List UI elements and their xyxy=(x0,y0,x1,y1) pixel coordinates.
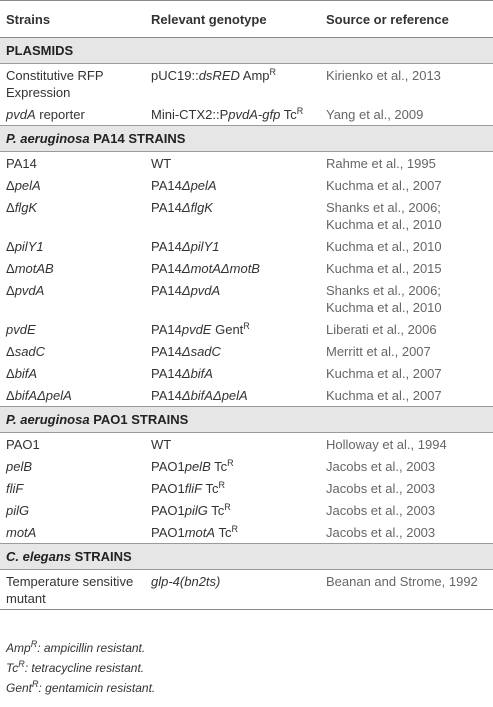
reference-text: Jacobs et al., 2003 xyxy=(326,459,436,474)
reference-cell xyxy=(320,362,493,384)
section-label xyxy=(0,38,493,64)
strain-cell xyxy=(0,455,145,477)
reference-cell xyxy=(320,103,493,126)
genotype-cell xyxy=(145,433,320,456)
genotype-gene: ΔsadC xyxy=(181,344,221,359)
strain-cell xyxy=(0,384,145,407)
genotype-gene: pilG xyxy=(184,503,208,518)
genotype-marker: Tc xyxy=(207,503,225,518)
delta-symbol: Δ xyxy=(6,344,15,359)
section-title: PA14 STRAINS xyxy=(89,131,186,146)
reference-text: Kuchma et al., 2010 xyxy=(326,239,442,254)
section-label xyxy=(0,407,493,433)
strain-gene: flgK xyxy=(14,200,38,215)
strain-cell xyxy=(0,340,145,362)
reference-text: Kuchma et al., 2007 xyxy=(326,366,442,381)
footnote xyxy=(6,678,155,698)
genotype-cell xyxy=(145,340,320,362)
section-title: PAO1 STRAINS xyxy=(89,412,189,427)
resistance-superscript: R xyxy=(231,524,238,534)
genotype-cell xyxy=(145,455,320,477)
genotype-cell xyxy=(145,521,320,544)
reference-text: Rahme et al., 1995 xyxy=(326,156,436,171)
table-row xyxy=(0,64,493,104)
genotype-text: PA14 xyxy=(151,322,182,337)
genotype-marker: Tc xyxy=(215,525,232,540)
genotype-text: PA14 xyxy=(151,344,182,359)
footnote-term: Tc xyxy=(6,661,19,675)
genotype-cell xyxy=(145,318,320,340)
genotype-gene: ΔpilY1 xyxy=(181,239,220,254)
reference-cell xyxy=(320,499,493,521)
reference-cell xyxy=(320,257,493,279)
genotype-cell xyxy=(145,196,320,235)
reference-text: Kuchma et al., 2010 xyxy=(326,300,442,315)
strain-cell xyxy=(0,279,145,318)
header-genotype: Relevant genotype xyxy=(145,1,320,38)
genotype-cell xyxy=(145,152,320,175)
strain-cell xyxy=(0,362,145,384)
reference-cell xyxy=(320,64,493,104)
genotype-text: PAO1 xyxy=(151,503,185,518)
genotype-text: PA14 xyxy=(151,178,182,193)
genotype-cell xyxy=(145,174,320,196)
strain-gene: motAB xyxy=(14,261,54,276)
reference-cell xyxy=(320,340,493,362)
resistance-superscript: R xyxy=(296,106,304,116)
genotype-cell xyxy=(145,570,320,610)
strain-gene: motA xyxy=(6,525,37,540)
section-label xyxy=(0,126,493,152)
table-footnotes xyxy=(6,638,155,698)
table-row xyxy=(0,433,493,456)
genotype-marker: Gent xyxy=(211,322,244,337)
reference-cell xyxy=(320,521,493,544)
table-row xyxy=(0,362,493,384)
table-row xyxy=(0,103,493,126)
strain-cell xyxy=(0,235,145,257)
strain-text: PA14 xyxy=(6,156,37,171)
genotype-cell xyxy=(145,103,320,126)
section-species: C. elegans xyxy=(6,549,72,564)
genotype-text: PA14 xyxy=(151,388,182,403)
genotype-cell xyxy=(145,362,320,384)
genotype-text: PAO1 xyxy=(151,459,185,474)
genotype-text: PA14 xyxy=(151,366,182,381)
table-row xyxy=(0,499,493,521)
reference-text: Jacobs et al., 2003 xyxy=(326,503,436,518)
genotype-text: PA14 xyxy=(151,239,182,254)
resistance-superscript: R xyxy=(227,458,234,468)
strain-cell xyxy=(0,103,145,126)
genotype-gene: ΔpvdA xyxy=(181,283,221,298)
strain-gene: fliF xyxy=(6,481,24,496)
strain-gene: bifAΔpelA xyxy=(14,388,72,403)
table-row xyxy=(0,318,493,340)
footnote-text: : tetracycline resistant. xyxy=(24,661,145,675)
table-row xyxy=(0,340,493,362)
genotype-text: Mini-CTX2::P xyxy=(151,107,229,122)
reference-cell xyxy=(320,384,493,407)
strain-text: Temperature sensitive xyxy=(6,574,134,589)
strain-text: Constitutive RFP xyxy=(6,68,104,83)
strain-cell xyxy=(0,521,145,544)
section-row-pa14 xyxy=(0,126,493,152)
genotype-cell xyxy=(145,279,320,318)
genotype-cell xyxy=(145,499,320,521)
strain-cell xyxy=(0,257,145,279)
reference-cell xyxy=(320,152,493,175)
strain-text: reporter xyxy=(35,107,85,122)
reference-cell xyxy=(320,196,493,235)
footnote-text: : ampicillin resistant. xyxy=(37,641,146,655)
genotype-text: PA14 xyxy=(151,261,182,276)
genotype-text: WT xyxy=(151,437,172,452)
resistance-superscript: R xyxy=(243,321,250,331)
genotype-text: pUC19:: xyxy=(151,68,199,83)
strain-gene: pvdE xyxy=(6,322,36,337)
strain-gene: pilG xyxy=(6,503,30,518)
genotype-text: WT xyxy=(151,156,172,171)
genotype-text: PAO1 xyxy=(151,481,185,496)
resistance-superscript: R xyxy=(269,67,277,77)
section-row-celegans xyxy=(0,544,493,570)
strain-gene: pelA xyxy=(14,178,41,193)
strain-cell xyxy=(0,64,145,104)
reference-cell xyxy=(320,235,493,257)
resistance-superscript: R xyxy=(30,639,38,649)
reference-cell xyxy=(320,455,493,477)
delta-symbol: Δ xyxy=(6,283,15,298)
table-row xyxy=(0,257,493,279)
footnote xyxy=(6,658,155,678)
reference-text: Shanks et al., 2006; xyxy=(326,283,441,298)
reference-text: Yang et al., 2009 xyxy=(326,107,424,122)
genotype-cell xyxy=(145,257,320,279)
delta-symbol: Δ xyxy=(6,239,15,254)
resistance-superscript: R xyxy=(218,480,225,490)
strain-cell xyxy=(0,570,145,610)
reference-cell xyxy=(320,279,493,318)
footnote-text: : gentamicin resistant. xyxy=(38,681,156,695)
section-row-plasmids xyxy=(0,38,493,64)
strain-cell xyxy=(0,499,145,521)
genotype-cell xyxy=(145,384,320,407)
header-row xyxy=(0,1,493,38)
table-row xyxy=(0,455,493,477)
reference-cell xyxy=(320,477,493,499)
genotype-marker: Amp xyxy=(239,68,270,83)
genotype-cell xyxy=(145,477,320,499)
section-species: P. aeruginosa xyxy=(6,131,90,146)
reference-text: Holloway et al., 1994 xyxy=(326,437,447,452)
genotype-gene: dsRED xyxy=(198,68,240,83)
strain-gene: pilY1 xyxy=(14,239,44,254)
genotype-gene: pvdE xyxy=(181,322,212,337)
strain-cell xyxy=(0,433,145,456)
footnote-term: Amp xyxy=(6,641,31,655)
genotype-cell xyxy=(145,64,320,104)
genotype-gene: fliF xyxy=(184,481,203,496)
genotype-gene: glp-4(bn2ts) xyxy=(151,574,221,589)
genotype-text: PA14 xyxy=(151,283,182,298)
table-row xyxy=(0,174,493,196)
delta-symbol: Δ xyxy=(6,261,15,276)
reference-text: Kuchma et al., 2010 xyxy=(326,217,442,232)
strain-cell xyxy=(0,318,145,340)
reference-text: Kuchma et al., 2007 xyxy=(326,178,442,193)
table-row xyxy=(0,570,493,610)
table-row xyxy=(0,235,493,257)
genotype-marker: Tc xyxy=(202,481,219,496)
strain-gene: pelB xyxy=(6,459,33,474)
genotype-gene: ΔbifAΔpelA xyxy=(181,388,248,403)
section-label xyxy=(0,544,493,570)
reference-text: Liberati et al., 2006 xyxy=(326,322,437,337)
table-row xyxy=(0,196,493,235)
header-reference: Source or reference xyxy=(320,1,493,38)
reference-cell xyxy=(320,570,493,610)
genotype-text: PA14 xyxy=(151,200,182,215)
delta-symbol: Δ xyxy=(6,178,15,193)
delta-symbol: Δ xyxy=(6,200,15,215)
reference-text: Merritt et al., 2007 xyxy=(326,344,431,359)
section-species: P. aeruginosa xyxy=(6,412,90,427)
resistance-superscript: R xyxy=(224,502,231,512)
reference-text: Kirienko et al., 2013 xyxy=(326,68,441,83)
genotype-gene: ΔflgK xyxy=(181,200,213,215)
strain-gene: sadC xyxy=(14,344,46,359)
reference-text: Kuchma et al., 2007 xyxy=(326,388,442,403)
genotype-marker: Tc xyxy=(210,459,228,474)
genotype-gene: ΔmotAΔmotB xyxy=(181,261,260,276)
reference-cell xyxy=(320,318,493,340)
strain-gene: pvdA xyxy=(14,283,45,298)
strain-text: PAO1 xyxy=(6,437,40,452)
reference-text: Shanks et al., 2006; xyxy=(326,200,441,215)
reference-text: Beanan and Strome, 1992 xyxy=(326,574,478,589)
strain-cell xyxy=(0,477,145,499)
section-row-pao1 xyxy=(0,407,493,433)
genotype-gene: ΔbifA xyxy=(181,366,213,381)
section-title: PLASMIDS xyxy=(6,43,74,58)
table-row xyxy=(0,384,493,407)
section-title: STRAINS xyxy=(71,549,132,564)
header-strains: Strains xyxy=(0,1,145,38)
table-row xyxy=(0,279,493,318)
reference-text: Jacobs et al., 2003 xyxy=(326,481,436,496)
footnote-term: Gent xyxy=(6,681,33,695)
table-row xyxy=(0,152,493,175)
genotype-cell xyxy=(145,235,320,257)
genotype-marker: Tc xyxy=(280,107,297,122)
genotype-gene: ΔpelA xyxy=(181,178,217,193)
strain-gene: pvdA xyxy=(6,107,36,122)
table-row xyxy=(0,521,493,544)
strain-text: Expression xyxy=(6,85,71,100)
delta-symbol: Δ xyxy=(6,366,15,381)
footnote xyxy=(6,638,155,658)
genotype-gene: motA xyxy=(184,525,216,540)
strain-cell xyxy=(0,152,145,175)
genotype-gene: pvdA-gfp xyxy=(228,107,281,122)
resistance-superscript: R xyxy=(18,659,25,669)
reference-cell xyxy=(320,174,493,196)
strain-cell xyxy=(0,196,145,235)
reference-text: Jacobs et al., 2003 xyxy=(326,525,436,540)
strain-cell xyxy=(0,174,145,196)
strain-gene: bifA xyxy=(14,366,38,381)
reference-cell xyxy=(320,433,493,456)
strain-text: mutant xyxy=(6,591,46,606)
resistance-superscript: R xyxy=(32,679,39,689)
delta-symbol: Δ xyxy=(6,388,15,403)
genotype-text: PAO1 xyxy=(151,525,185,540)
reference-text: Kuchma et al., 2015 xyxy=(326,261,442,276)
genotype-gene: pelB xyxy=(184,459,211,474)
table-row xyxy=(0,477,493,499)
